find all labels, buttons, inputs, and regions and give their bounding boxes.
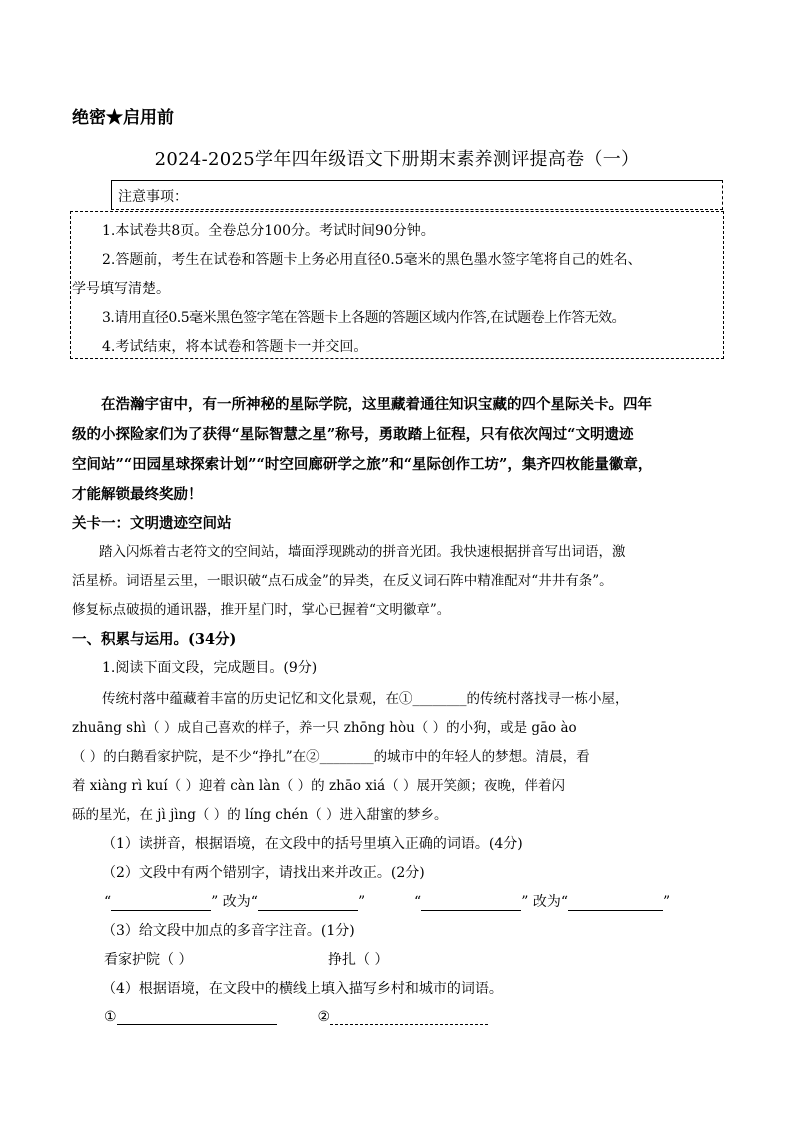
answer-blank-2[interactable]	[330, 1010, 488, 1025]
confidential-label: 绝密★启用前	[72, 108, 174, 128]
passage-line: 传统村落中蕴藏着丰富的历史记忆和文化景观，在①________的传统村落找寻一栋小屋，	[102, 691, 629, 707]
blank-marker-1: ①	[104, 1009, 117, 1025]
notice-label: 注意事项：	[118, 189, 188, 205]
story-line: 踏入闪烁着古老符文的空间站，墙面浮现跳动的拼音光团。我快速根据拼音写出词语，激	[99, 544, 626, 560]
answer-row-4	[104, 1009, 488, 1025]
correct-char-blank-2[interactable]	[568, 896, 663, 911]
polyphone-1[interactable]: 看家护院（ ）	[104, 952, 193, 968]
level1-story	[72, 538, 724, 625]
change-to-label: 改为	[222, 894, 251, 910]
question-1: 1.阅读下面文段，完成题目。(9分)	[102, 660, 318, 676]
notice-item: 1.本试卷共8页。全卷总分100分。考试时间90分钟。	[102, 223, 435, 239]
intro-line: 级的小探险家们为了获得“星际智慧之星”称号，勇敢踏上征程，只有依次闯过“文明遗迹	[72, 426, 634, 443]
sub-question-1: （1）读拼音，根据语境，在文段中的括号里填入正确的词语。(4分)	[102, 836, 523, 852]
change-to-label: 改为	[532, 894, 561, 910]
passage-line: 着 xiàng rì kuí（ ）迎着 càn làn（ ）的 zhāo xiá（ ）展开笑颜；夜晚，伴着闪	[72, 778, 566, 794]
page-title: 2024-2025学年四年级语文下册期末素养测评提高卷（一）	[154, 149, 640, 170]
correct-char-blank-1[interactable]	[258, 896, 358, 911]
section1-title: 一、积累与运用。(34分)	[72, 631, 237, 648]
intro-paragraph	[72, 390, 732, 510]
notice-item: 3.请用直径0.5毫米黑色签字笔在答题卡上各题的答题区域内作答,在试题卷上作答无效。	[102, 310, 626, 326]
polyphone-2[interactable]: 挣扎（ ）	[328, 952, 389, 968]
correction-row: “ ” 改为“ ” “ ” 改为“ ”	[104, 894, 671, 910]
passage-line: （ ）的白鹅看家护院，是不少“挣扎”在②________的城市中的年轻人的梦想。清晨，看	[72, 749, 590, 765]
passage-line: 砾的星光，在 jì jìng（ ）的 líng chén（ ）进入甜蜜的梦乡。	[72, 807, 448, 823]
notice-item: 4.考试结束，将本试卷和答题卡一并交回。	[102, 339, 368, 355]
story-line: 活星桥。词语星云里，一眼识破“点石成金”的异类，在反义词石阵中精准配对“井井有条”。	[72, 573, 613, 589]
sub-question-2: （2）文段中有两个错别字，请找出来并改正。(2分)	[102, 865, 425, 881]
story-line: 修复标点破损的通讯器，推开星门时，掌心已握着“文明徽章”。	[72, 602, 451, 618]
wrong-char-blank-1[interactable]	[111, 896, 211, 911]
notice-item: 学号填写清楚。	[72, 281, 170, 297]
blank-marker-2: ②	[317, 1009, 331, 1025]
notice-item: 2.答题前，考生在试卷和答题卡上务必用直径0.5毫米的黑色墨水签字笔将自己的姓名、	[102, 252, 642, 268]
intro-line: 才能解锁最终奖励！	[72, 486, 203, 503]
intro-line: 空间站”“田园星球探索计划”“时空回廊研学之旅”和“星际创作工坊”，集齐四枚能量徽章，	[72, 456, 653, 473]
sub-question-3: （3）给文段中加点的多音字注音。(1分)	[102, 923, 355, 939]
answer-blank-1[interactable]	[117, 1010, 277, 1025]
intro-line: 在浩瀚宇宙中，有一所神秘的星际学院，这里藏着通往知识宝藏的四个星际关卡。四年	[101, 396, 652, 413]
level1-title: 关卡一：文明遗迹空间站	[72, 515, 232, 532]
passage-line: zhuāng shì（ ）成自己喜欢的样子，养一只 zhōng hòu（ ）的小狗，或是 gāo ào	[72, 720, 577, 736]
notice-label-box	[111, 180, 723, 210]
sub-question-4: （4）根据语境，在文段中的横线上填入描写乡村和城市的词语。	[102, 981, 503, 997]
wrong-char-blank-2[interactable]	[421, 896, 521, 911]
